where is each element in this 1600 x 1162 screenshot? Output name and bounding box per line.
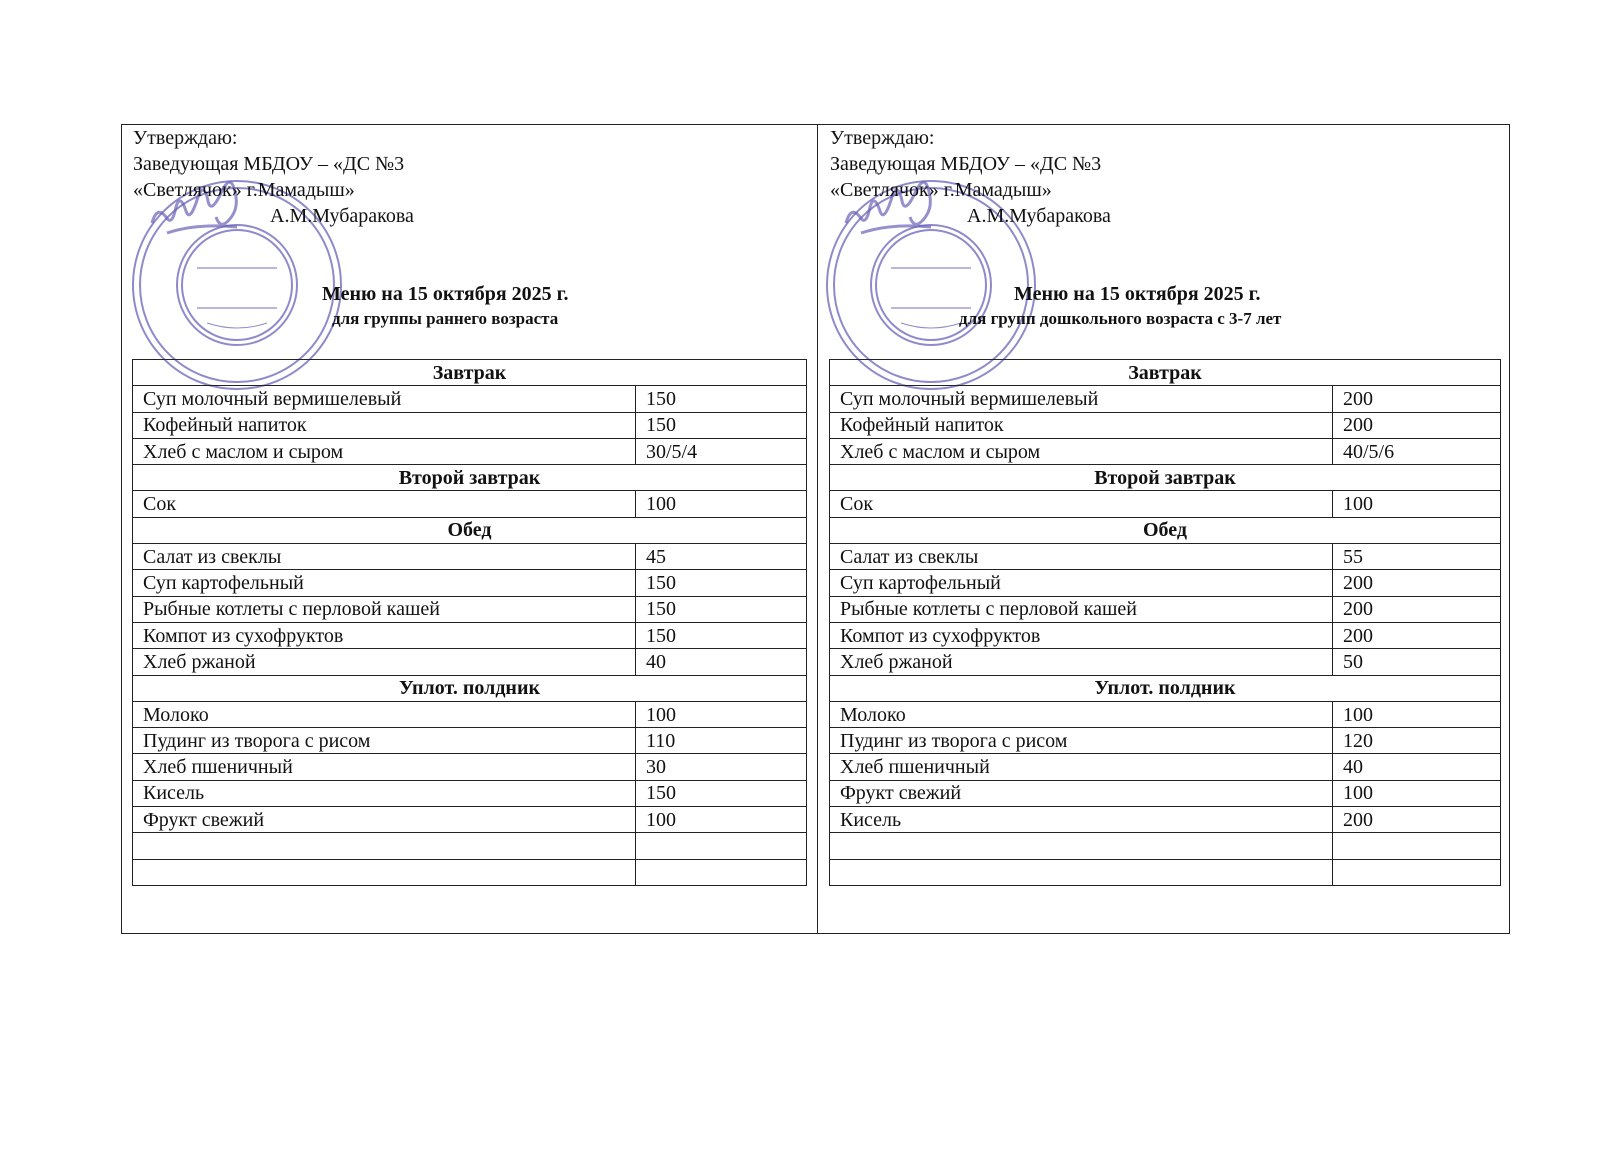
table-row — [133, 701, 807, 727]
approval-block — [830, 125, 1111, 229]
section-title: Уплот. полдник — [133, 675, 807, 701]
section-header-row — [830, 675, 1501, 701]
section-title: Обед — [830, 517, 1501, 543]
table-row — [830, 807, 1501, 833]
menu-subtitle: для группы раннего возраста — [332, 309, 559, 328]
approval-organization: «Светлячок» г.Мамадыш» — [830, 179, 1052, 201]
portion-size: 150 — [636, 622, 807, 648]
dish-name: Молоко — [133, 701, 636, 727]
table-row — [133, 491, 807, 517]
dish-name: Суп молочный вермишелевый — [830, 386, 1333, 412]
approval-position: Заведующая МБДОУ – «ДС №3 — [830, 153, 1102, 175]
table-row — [133, 754, 807, 780]
panel-divider — [817, 125, 818, 933]
dish-name: Пудинг из творога с рисом — [830, 728, 1333, 754]
portion-size: 45 — [636, 544, 807, 570]
dish-name: Кисель — [830, 807, 1333, 833]
approval-heading: Утверждаю: — [830, 127, 935, 149]
table-row — [830, 754, 1501, 780]
portion-size: 50 — [1333, 649, 1501, 675]
portion-size: 200 — [1333, 386, 1501, 412]
table-row — [830, 701, 1501, 727]
portion-size: 200 — [1333, 412, 1501, 438]
empty-cell — [636, 833, 807, 859]
table-row — [830, 438, 1501, 464]
portion-size: 100 — [636, 807, 807, 833]
portion-size: 100 — [636, 491, 807, 517]
table-row — [133, 386, 807, 412]
portion-size: 200 — [1333, 570, 1501, 596]
dish-name: Фрукт свежий — [830, 780, 1333, 806]
portion-size: 100 — [1333, 491, 1501, 517]
table-row — [133, 780, 807, 806]
approval-signer: А.М.Мубаракова — [270, 205, 414, 227]
table-row — [830, 622, 1501, 648]
left-menu-panel — [122, 125, 817, 933]
menu-title: Меню на 15 октября 2025 г. — [322, 283, 569, 305]
table-row — [133, 544, 807, 570]
empty-row — [830, 833, 1501, 859]
portion-size: 150 — [636, 570, 807, 596]
table-row — [133, 649, 807, 675]
empty-cell — [1333, 859, 1501, 885]
empty-row — [830, 859, 1501, 885]
dish-name: Молоко — [830, 701, 1333, 727]
right-menu-panel — [819, 125, 1509, 933]
dish-name: Кисель — [133, 780, 636, 806]
section-title: Завтрак — [133, 360, 807, 386]
portion-size: 110 — [636, 728, 807, 754]
table-row — [133, 622, 807, 648]
empty-row — [133, 833, 807, 859]
section-header-row — [133, 675, 807, 701]
table-row — [133, 412, 807, 438]
table-row — [830, 728, 1501, 754]
table-row — [830, 491, 1501, 517]
portion-size: 150 — [636, 412, 807, 438]
section-title: Уплот. полдник — [830, 675, 1501, 701]
dish-name: Рыбные котлеты с перловой кашей — [133, 596, 636, 622]
empty-cell — [830, 859, 1333, 885]
dish-name: Хлеб ржаной — [133, 649, 636, 675]
portion-size: 55 — [1333, 544, 1501, 570]
empty-cell — [830, 833, 1333, 859]
table-row — [830, 780, 1501, 806]
portion-size: 150 — [636, 596, 807, 622]
approval-position: Заведующая МБДОУ – «ДС №3 — [133, 153, 405, 175]
dish-name: Суп молочный вермишелевый — [133, 386, 636, 412]
portion-size: 150 — [636, 386, 807, 412]
portion-size: 200 — [1333, 622, 1501, 648]
empty-cell — [133, 859, 636, 885]
dish-name: Хлеб пшеничный — [133, 754, 636, 780]
table-row — [830, 412, 1501, 438]
section-header-row — [133, 465, 807, 491]
table-row — [830, 544, 1501, 570]
menu-table — [829, 359, 1501, 886]
dish-name: Компот из сухофруктов — [133, 622, 636, 648]
section-header-row — [133, 517, 807, 543]
menu-subtitle: для групп дошкольного возраста с 3-7 лет — [959, 309, 1282, 328]
portion-size: 30/5/4 — [636, 438, 807, 464]
section-header-row — [133, 360, 807, 386]
portion-size: 200 — [1333, 596, 1501, 622]
dish-name: Пудинг из творога с рисом — [133, 728, 636, 754]
dish-name: Хлеб пшеничный — [830, 754, 1333, 780]
empty-cell — [133, 833, 636, 859]
dish-name: Салат из свеклы — [830, 544, 1333, 570]
approval-signer: А.М.Мубаракова — [967, 205, 1111, 227]
table-row — [133, 596, 807, 622]
empty-cell — [636, 859, 807, 885]
table-row — [830, 596, 1501, 622]
table-row — [830, 386, 1501, 412]
dish-name: Рыбные котлеты с перловой кашей — [830, 596, 1333, 622]
dish-name: Хлеб с маслом и сыром — [133, 438, 636, 464]
dish-name: Хлеб с маслом и сыром — [830, 438, 1333, 464]
dish-name: Кофейный напиток — [133, 412, 636, 438]
section-title: Второй завтрак — [830, 465, 1501, 491]
dish-name: Хлеб ржаной — [830, 649, 1333, 675]
portion-size: 30 — [636, 754, 807, 780]
portion-size: 40/5/6 — [1333, 438, 1501, 464]
dish-name: Кофейный напиток — [830, 412, 1333, 438]
table-row — [830, 570, 1501, 596]
dish-name: Суп картофельный — [133, 570, 636, 596]
portion-size: 100 — [636, 701, 807, 727]
portion-size: 40 — [636, 649, 807, 675]
dish-name: Фрукт свежий — [133, 807, 636, 833]
menu-table — [132, 359, 807, 886]
table-row — [830, 649, 1501, 675]
menu-title: Меню на 15 октября 2025 г. — [1014, 283, 1261, 305]
section-header-row — [830, 465, 1501, 491]
dish-name: Сок — [830, 491, 1333, 517]
section-title: Обед — [133, 517, 807, 543]
dish-name: Компот из сухофруктов — [830, 622, 1333, 648]
portion-size: 40 — [1333, 754, 1501, 780]
portion-size: 200 — [1333, 807, 1501, 833]
section-title: Второй завтрак — [133, 465, 807, 491]
section-header-row — [830, 517, 1501, 543]
portion-size: 150 — [636, 780, 807, 806]
dish-name: Сок — [133, 491, 636, 517]
table-row — [133, 728, 807, 754]
portion-size: 100 — [1333, 780, 1501, 806]
approval-heading: Утверждаю: — [133, 127, 238, 149]
portion-size: 100 — [1333, 701, 1501, 727]
portion-size: 120 — [1333, 728, 1501, 754]
approval-block — [133, 125, 414, 229]
section-title: Завтрак — [830, 360, 1501, 386]
approval-organization: «Светлячок» г.Мамадыш» — [133, 179, 355, 201]
empty-row — [133, 859, 807, 885]
empty-cell — [1333, 833, 1501, 859]
table-row — [133, 807, 807, 833]
table-row — [133, 570, 807, 596]
dish-name: Салат из свеклы — [133, 544, 636, 570]
dish-name: Суп картофельный — [830, 570, 1333, 596]
menu-document-frame — [121, 124, 1510, 934]
section-header-row — [830, 360, 1501, 386]
table-row — [133, 438, 807, 464]
